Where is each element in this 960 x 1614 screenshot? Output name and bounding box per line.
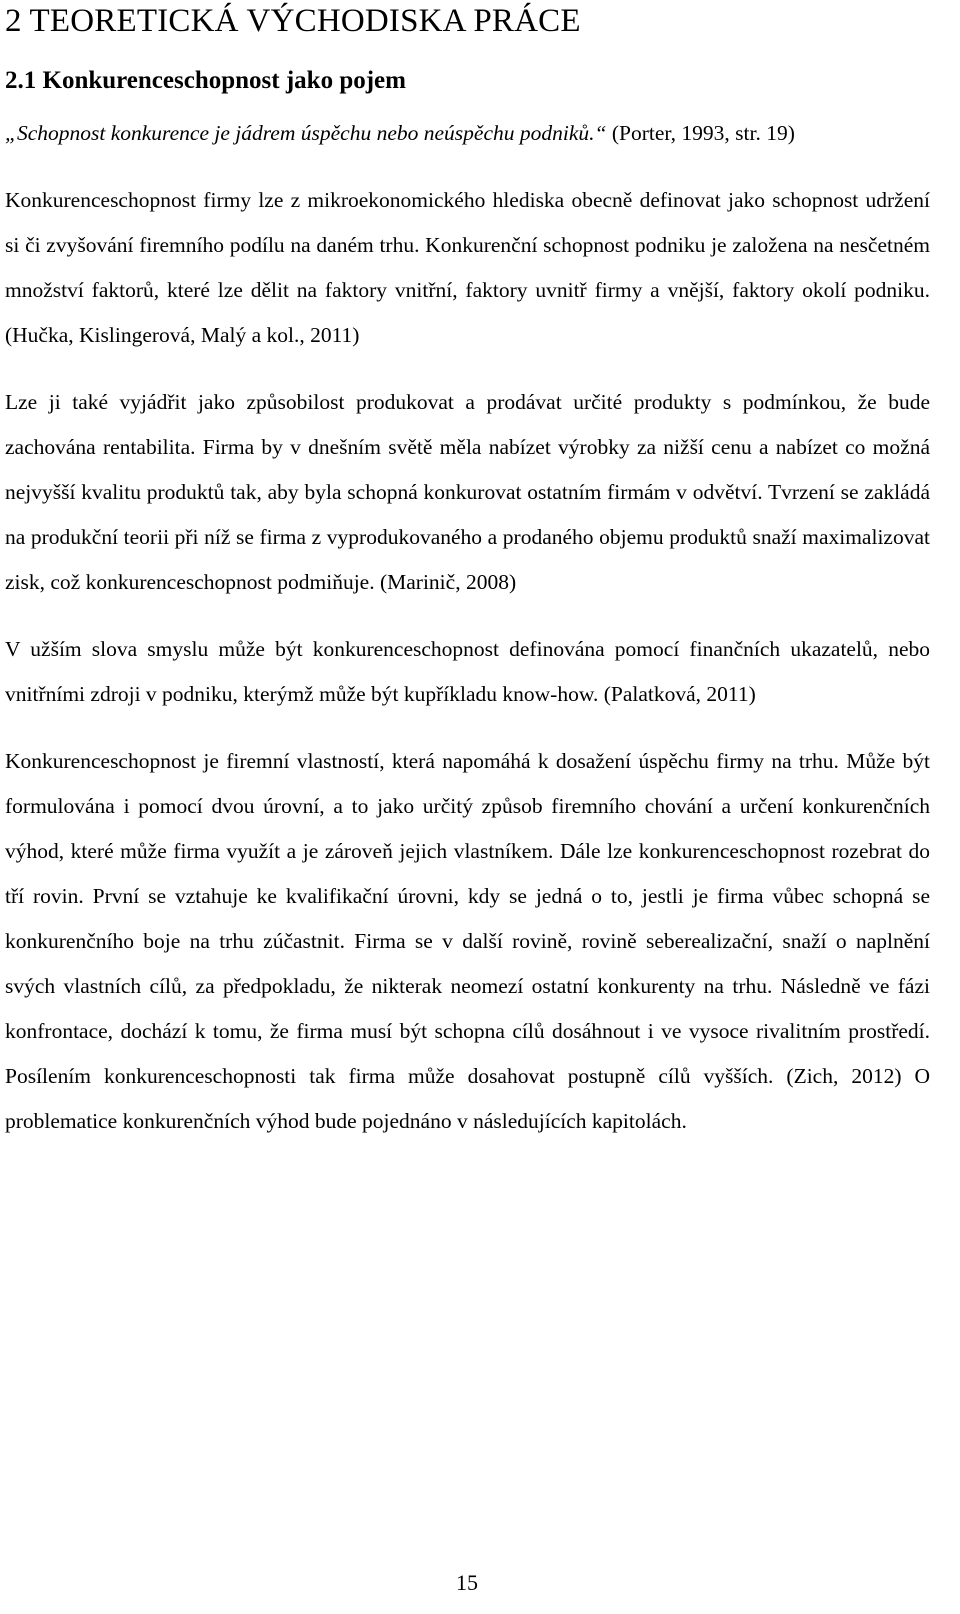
section-title: 2.1 Konkurenceschopnost jako pojem: [5, 67, 406, 94]
quote-citation: (Porter, 1993, str. 19): [606, 121, 795, 145]
page-number: 15: [456, 1570, 478, 1595]
paragraph-4: Konkurenceschopnost je firemní vlastností, která napomáhá k dosažení úspěchu firmy na trhu. Může být formulována i pomocí dvou úrovní, a to jako určitý způsob firemního chování a určení konkurenčních výhod, které může firma využít a je zároveň jejich vlastníkem. Dále lze konkurenceschopnost rozebrat do tří rovin. První se vztahuje ke kvalifikační úrovni, kdy se jedná o to, jestli je firma vůbec schopná se konkurenčního boje na trhu zúčastnit. Firma se v další rovině, rovině seberealizační, snaží o naplnění svých vlastních cílů, za předpokladu, že nikterak neomezí ostatní konkurenty na trhu. Následně ve fázi konfrontace, dochází k tomu, že firma musí být schopna cílů dosáhnout i ve vysoce rivalitním prostředí. Posílením konkurenceschopnosti tak firma může dosahovat postupně cílů vyšších. (Zich, 2012) O problematice konkurenčních výhod bude pojednáno v následujících kapitolách.: [5, 749, 930, 1133]
quote-text: „Schopnost konkurence je jádrem úspěchu nebo neúspěchu podniků.“: [5, 121, 607, 145]
chapter-title: 2 TEORETICKÁ VÝCHODISKA PRÁCE: [5, 3, 581, 39]
quote-paragraph: [5, 111, 930, 156]
paragraph-3: V užším slova smyslu může být konkurenceschopnost definována pomocí finančních ukazatelů, nebo vnitřními zdroji v podniku, kterýmž může být kupříkladu know-how. (Palatková, 2011): [5, 637, 930, 706]
paragraph-1: Konkurenceschopnost firmy lze z mikroekonomického hlediska obecně definovat jako schopnost udržení si či zvyšování firemního podílu na daném trhu. Konkurenční schopnost podniku je založena na nesčetném množství faktorů, které lze dělit na faktory vnitřní, faktory uvnitř firmy a vnější, faktory okolí podniku. (Hučka, Kislingerová, Malý a kol., 2011): [5, 188, 930, 347]
document-page: [5, 0, 930, 1144]
paragraph-2: Lze ji také vyjádřit jako způsobilost produkovat a prodávat určité produkty s podmínkou, že bude zachována rentabilita. Firma by v dnešním světě měla nabízet výrobky za nižší cenu a nabízet co možná nejvyšší kvalitu produktů tak, aby byla schopná konkurovat ostatním firmám v odvětví. Tvrzení se zakládá na produkční teorii při níž se firma z vyprodukovaného a prodaného objemu produktů snaží maximalizovat zisk, což konkurenceschopnost podmiňuje. (Marinič, 2008): [5, 390, 930, 594]
